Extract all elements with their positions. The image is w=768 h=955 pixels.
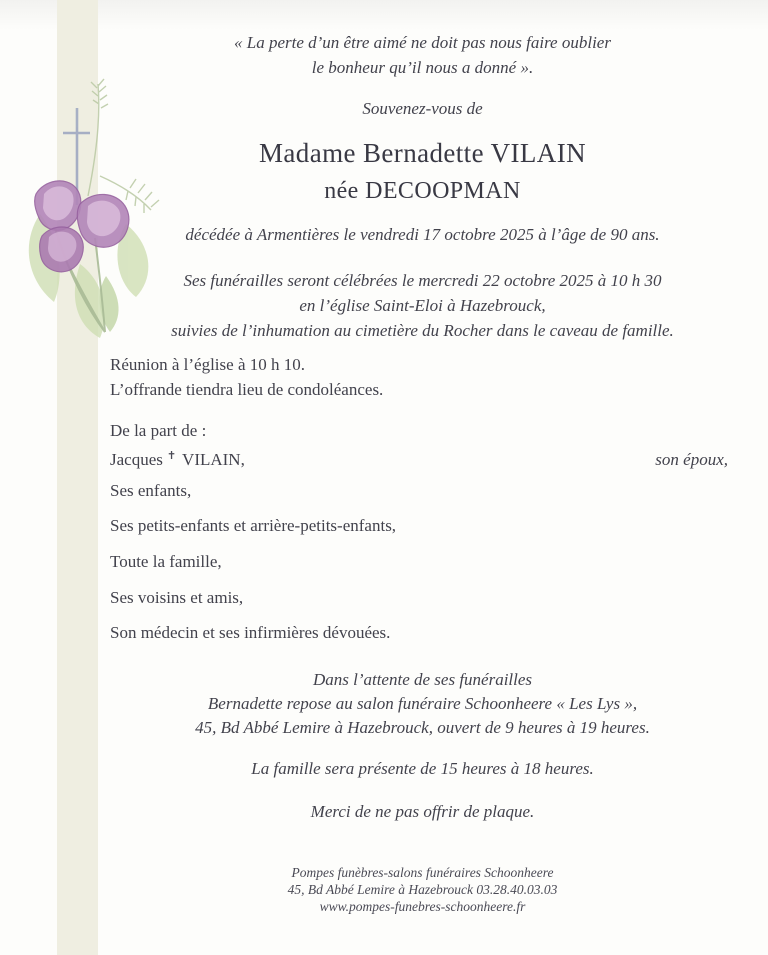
- funeral-details: [100, 268, 745, 343]
- spouse-line: [110, 443, 728, 472]
- deceased-name: Madame Bernadette VILAIN: [259, 138, 586, 168]
- intro-line: Souvenez-vous de: [362, 99, 483, 118]
- funeral-line-1: Ses funérailles seront célébrées le mercredi 22 octobre 2025 à 10 h 30: [183, 271, 662, 290]
- memorial-quote: [100, 30, 745, 80]
- repose-details: [100, 668, 745, 740]
- repose-line-3: 45, Bd Abbé Lemire à Hazebrouck, ouvert de 9 heures à 19 heures.: [195, 718, 650, 737]
- death-notice: décédée à Armentières le vendredi 17 octobre 2025 à l’âge de 90 ans.: [185, 225, 660, 244]
- family-member: Ses voisins et amis,: [110, 588, 244, 607]
- from-heading: De la part de :: [110, 421, 207, 440]
- funeral-line-2: en l’église Saint-Eloi à Hazebrouck,: [299, 296, 546, 315]
- scan-edge-shading: [0, 0, 768, 30]
- repose-line-2: Bernadette repose au salon funéraire Schoonheere « Les Lys »,: [207, 694, 638, 713]
- footer-company: Pompes funèbres-salons funéraires Schoonheere: [291, 865, 554, 880]
- deceased-maiden-name: née DECOOPMAN: [324, 178, 521, 204]
- funeral-line-3: suivies de l’inhumation au cimetière du Rocher dans le caveau de famille.: [171, 321, 674, 340]
- family-presence-line: La famille sera présente de 15 heures à 18 heures.: [251, 759, 594, 778]
- spouse-last-name: VILAIN,: [182, 450, 245, 469]
- quote-line-1: « La perte d’un être aimé ne doit pas nous faire oublier: [234, 33, 611, 52]
- quote-line-2: le bonheur qu’il nous a donné ».: [311, 58, 534, 77]
- meeting-line-1: Réunion à l’église à 10 h 10.: [110, 355, 305, 374]
- family-member: Ses petits-enfants et arrière-petits-enfants,: [110, 516, 397, 535]
- family-member: Son médecin et ses infirmières dévouées.: [110, 623, 391, 642]
- funeral-home-footer: [100, 864, 745, 915]
- family-member: Ses enfants,: [110, 481, 192, 500]
- repose-line-1: Dans l’attente de ses funérailles: [312, 670, 533, 689]
- meeting-line-2: L’offrande tiendra lieu de condoléances.: [110, 380, 384, 399]
- no-plaque-line: Merci de ne pas offrir de plaque.: [310, 802, 535, 821]
- family-member: Toute la famille,: [110, 552, 222, 571]
- footer-website: www.pompes-funebres-schoonheere.fr: [319, 899, 526, 914]
- spouse-relation: son époux,: [655, 450, 728, 469]
- spouse-first-name: Jacques: [110, 450, 163, 469]
- spouse-name: [110, 443, 245, 472]
- deceased-cross-icon: ✝: [166, 449, 177, 462]
- meeting-details: [110, 352, 740, 402]
- footer-address-phone: 45, Bd Abbé Lemire à Hazebrouck 03.28.40.03.03: [287, 882, 558, 897]
